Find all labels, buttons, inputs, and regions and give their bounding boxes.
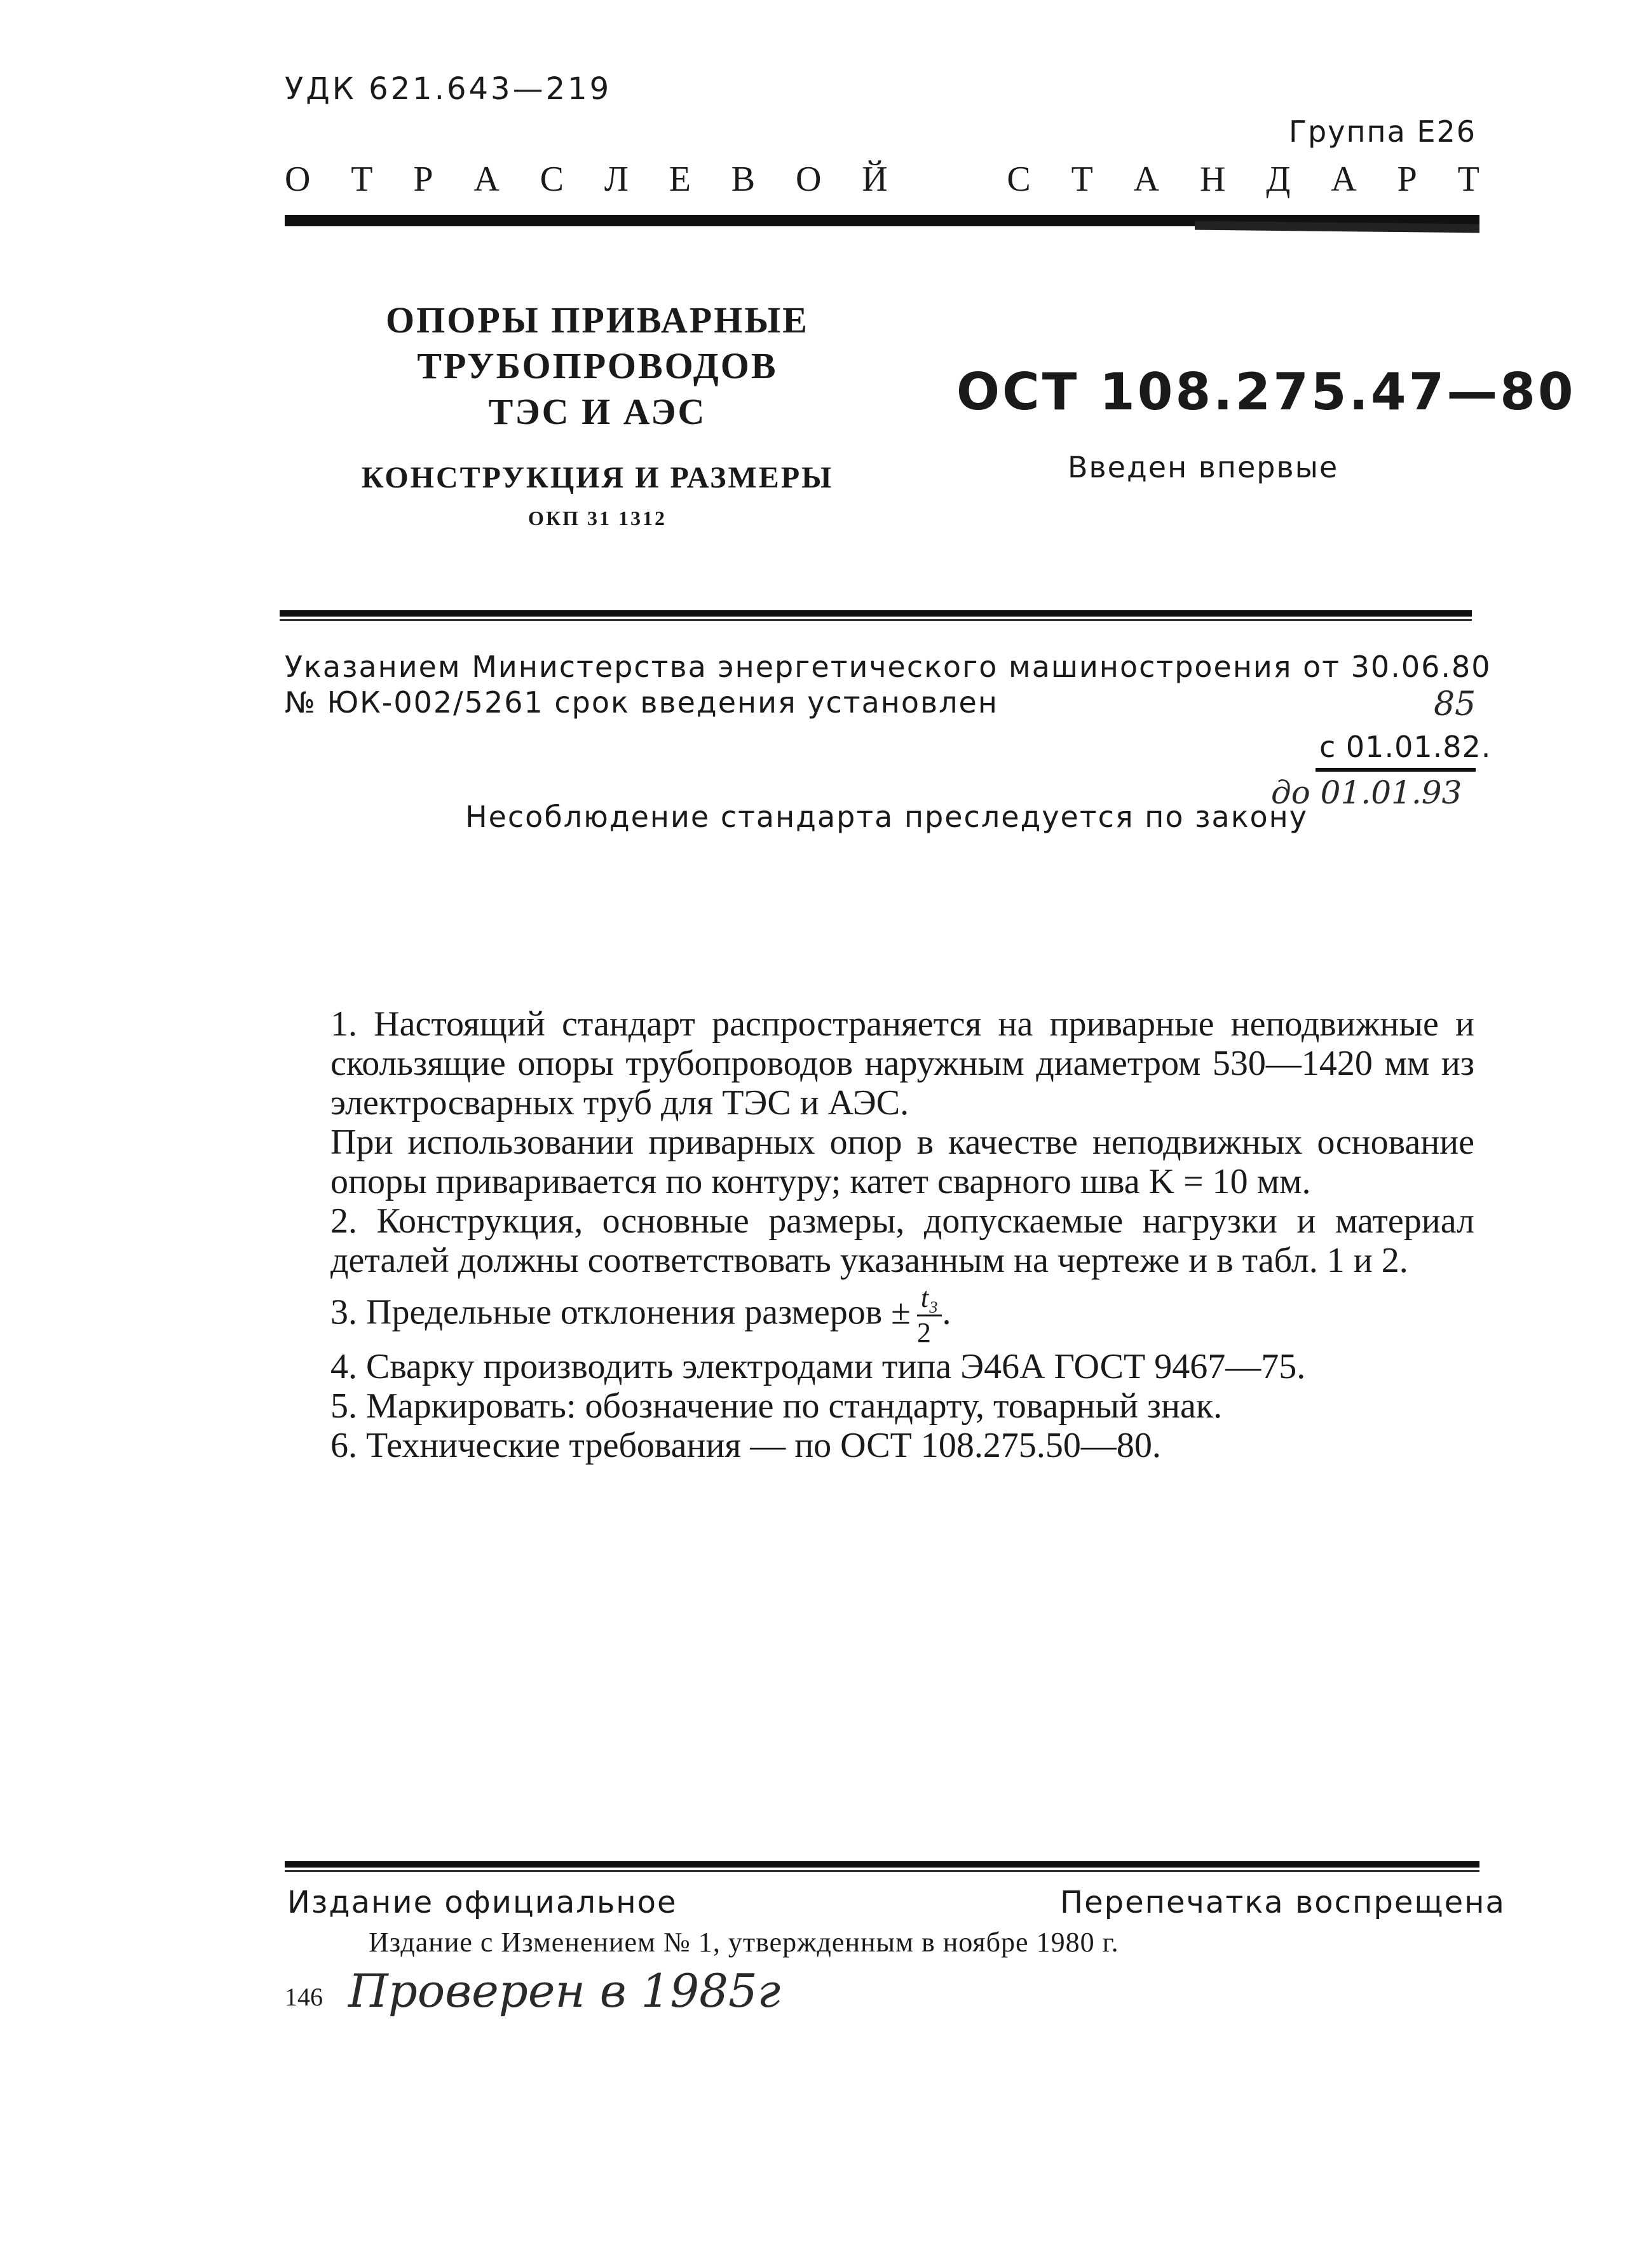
- banner-letter: Д: [1266, 160, 1291, 199]
- handwritten-checked-note: Проверен в 1985г: [348, 1964, 781, 2018]
- standard-body: [330, 1004, 1474, 1465]
- clause-4: 4. Сварку производить электродами типа Э46А ГОСТ 9467—75.: [330, 1347, 1306, 1386]
- introduced-note: Введен впервые: [1068, 450, 1339, 484]
- title-line-3: ТЭС И АЭС: [488, 391, 707, 432]
- noncompliance-note: Несоблюдение стандарта преследуется по закону: [465, 800, 1308, 834]
- handwritten-date-amendment: до 01.01.93: [1271, 774, 1462, 811]
- footer-rule: [285, 1861, 1479, 1868]
- udk-code: УДК 621.643—219: [285, 71, 612, 107]
- banner-gap: [928, 159, 967, 200]
- effective-date-underline: [1316, 768, 1476, 772]
- banner-letter: С: [540, 160, 564, 199]
- banner-letter: А: [1133, 160, 1160, 199]
- title-line-1: ОПОРЫ ПРИВАРНЫЕ: [386, 299, 809, 341]
- section-rule: [280, 610, 1472, 617]
- tolerance-fraction: [917, 1284, 942, 1347]
- banner-letter: Й: [862, 160, 888, 199]
- fraction-denominator: 2: [916, 1317, 931, 1348]
- clause-1: 1. Настоящий стандарт распространяется на приварные неподвижные и скользящие опоры трубопроводов наружным диаметром 530—1420 мм из электросварных труб для ТЭС и АЭС.: [330, 1004, 1474, 1123]
- clause-2: 2. Конструкция, основные размеры, допускаемые нагрузки и материал деталей должны соответствовать указанным на чертеже и в табл. 1 и 2.: [330, 1201, 1474, 1280]
- banner-letter: Е: [669, 160, 691, 199]
- banner-letter: А: [1331, 160, 1357, 199]
- banner-letter: А: [473, 160, 500, 199]
- title-subtitle: КОНСТРУКЦИЯ И РАЗМЕРЫ: [361, 461, 834, 495]
- banner-letter: Р: [413, 160, 433, 199]
- edition-note: Издание с Изменением № 1, утвержденным в ноябре 1980 г.: [369, 1927, 1119, 1958]
- fraction-numerator: t₃: [917, 1284, 942, 1316]
- document-title: [280, 297, 915, 530]
- okp-code: ОКП 31 1312: [528, 507, 667, 529]
- page-number: 146: [285, 1983, 323, 2011]
- banner-letter: В: [731, 160, 756, 199]
- banner-letter: Т: [1071, 160, 1093, 199]
- clause-3: [330, 1284, 1474, 1347]
- footer-rule-thin: [285, 1870, 1479, 1872]
- industry-standard-banner: [285, 159, 1479, 200]
- reprint-prohibited-label: Перепечатка воспрещена: [1060, 1885, 1506, 1920]
- clause-1-continued: При использовании приварных опор в качестве неподвижных основание опоры приваривается по контуру; катет сварного шва K = 10 мм.: [330, 1123, 1474, 1201]
- decree-line-2: № ЮК-002/5261 срок введения установлен: [285, 685, 998, 720]
- title-line-2: ТРУБОПРОВОДОВ: [417, 345, 778, 386]
- clause-3-text: 3. Предельные отклонения размеров ±: [330, 1292, 911, 1332]
- banner-letter: Т: [351, 160, 373, 199]
- banner-letter: Н: [1199, 160, 1226, 199]
- banner-letter: Л: [604, 160, 629, 199]
- banner-letter: О: [285, 160, 311, 199]
- effective-date: с 01.01.82.: [1319, 730, 1492, 764]
- handwritten-year-amendment: 85: [1434, 685, 1476, 723]
- section-rule-thin: [280, 619, 1472, 621]
- decree-line-1: Указанием Министерства энергетического машиностроения от 30.06.80: [285, 650, 1492, 684]
- banner-letter: Р: [1397, 160, 1417, 199]
- banner-letter: Т: [1457, 160, 1479, 199]
- standard-code: ОСТ 108.275.47—80: [956, 362, 1576, 421]
- official-edition-label: Издание официальное: [287, 1885, 677, 1920]
- banner-letter: О: [795, 160, 822, 199]
- clause-5: 5. Маркировать: обозначение по стандарту, товарный знак.: [330, 1386, 1223, 1426]
- banner-letter: С: [1007, 160, 1031, 199]
- group-label: Группа Е26: [1289, 114, 1477, 149]
- clause-6: 6. Технические требования — по ОСТ 108.275.50—80.: [330, 1426, 1161, 1465]
- clause-3-end: .: [942, 1292, 951, 1332]
